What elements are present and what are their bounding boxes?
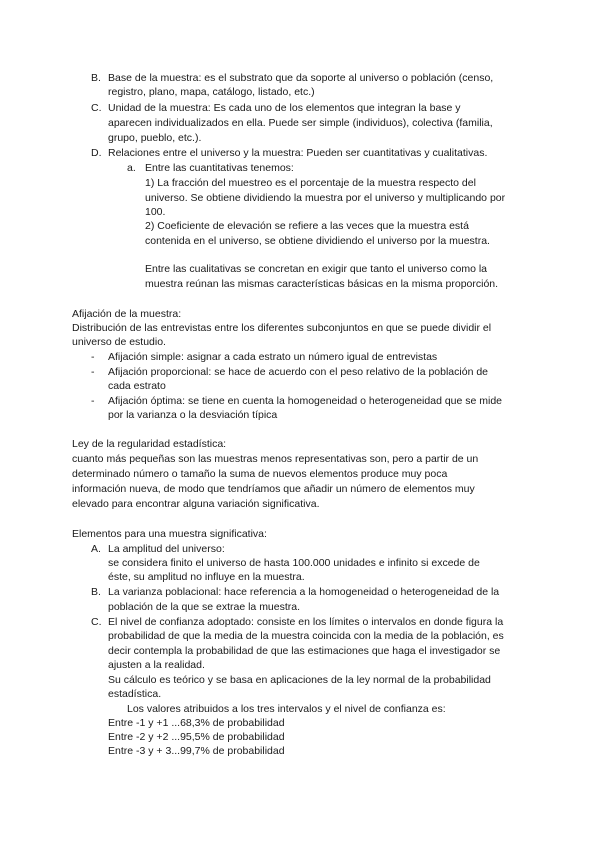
interval-1: Entre -1 y +1 ...68,3% de probabilidad [108, 717, 285, 729]
fraccion-line-2: universo. Se obtiene dividiendo la muestra por el universo y multiplicando por [145, 192, 506, 204]
list-marker-b: B. [91, 586, 101, 598]
amplitud-line-1: La amplitud del universo: [108, 543, 225, 555]
confianza-line-2: probabilidad de que la media de la muestra coincida con la media de la población, es [108, 630, 504, 642]
list-marker-a: A. [91, 543, 101, 555]
confianza-line-3: decir contempla la probabilidad de que las estimaciones que haga el investigador se [108, 645, 501, 657]
afijacion-optima-line-2: por la varianza o la desviación típica [108, 409, 278, 421]
interval-3: Entre -3 y + 3...99,7% de probabilidad [108, 745, 285, 757]
amplitud-line-3: éste, su amplitud no influye en la muestra. [108, 571, 305, 583]
fraccion-line-1: 1) La fracción del muestreo es el porcentaje de la muestra respecto del [145, 177, 476, 189]
dash-marker: - [91, 395, 95, 407]
confianza-line-5: Su cálculo es teórico y se basa en aplicaciones de la ley normal de la probabilidad [108, 674, 491, 686]
ley-line-3: información nueva, de modo que tendríamos que añadir un número de elementos muy [72, 483, 475, 495]
ley-title: Ley de la regularidad estadística: [72, 438, 227, 450]
afijacion-simple-line-1: Afijación simple: asignar a cada estrato un número igual de entrevistas [108, 351, 438, 363]
afijacion-line-2: universo de estudio. [72, 336, 166, 348]
list-marker-c: C. [91, 102, 102, 114]
coeficiente-line-2: contenida en el universo, se obtiene dividiendo el universo por la muestra. [145, 235, 490, 247]
ley-line-2: determinado número o tamaño la suma de nuevos elementos produce muy poca [72, 468, 448, 480]
base-muestra-line-2: registro, plano, mapa, catálogo, listado, etc.) [108, 86, 315, 98]
base-muestra-line-1: Base de la muestra: es el substrato que da soporte al universo o población (censo, [108, 72, 494, 84]
cualitativas-line-2: muestra reúnan las mismas características básicas en la misma proporción. [145, 278, 499, 290]
list-marker-d: D. [91, 147, 102, 159]
ley-line-4: elevado para encontrar alguna variación significativa. [72, 498, 320, 510]
afijacion-title: Afijación de la muestra: [72, 308, 182, 320]
confianza-line-4: ajusten a la realidad. [108, 659, 205, 671]
list-marker-b: B. [91, 72, 101, 84]
unidad-muestra-line-2: aparecen individualizados en ella. Puede ser simple (individuos), colectiva (familia, [108, 117, 493, 129]
varianza-line-1: La varianza poblacional: hace referencia a la homogeneidad o heterogeneidad de la [108, 586, 500, 598]
dash-marker: - [91, 366, 95, 378]
unidad-muestra-line-1: Unidad de la muestra: Es cada uno de los elementos que integran la base y [108, 102, 461, 114]
dash-marker: - [91, 351, 95, 363]
amplitud-line-2: se considera finito el universo de hasta 100.000 unidades e infinito si excede de [108, 557, 480, 569]
afijacion-optima-line-1: Afijación óptima: se tiene en cuenta la homogeneidad o heterogeneidad que se mide [108, 395, 503, 407]
varianza-line-2: población de la que se extrae la muestra. [108, 601, 301, 613]
confianza-line-1: El nivel de confianza adoptado: consiste en los límites o intervalos en donde figura la [108, 616, 504, 628]
relaciones-line-1: Relaciones entre el universo y la muestra: Pueden ser cuantitativas y cualitativas. [108, 147, 488, 159]
cualitativas-line-1: Entre las cualitativas se concretan en exigir que tanto el universo como la [145, 263, 488, 275]
interval-2: Entre -2 y +2 ...95,5% de probabilidad [108, 731, 285, 743]
fraccion-line-3: 100. [145, 206, 166, 218]
afijacion-proporcional-line-2: cada estrato [108, 380, 166, 392]
sublist-marker-a: a. [127, 162, 136, 174]
ley-line-1: cuanto más pequeñas son las muestras menos representativas son, pero a partir de un [72, 453, 479, 465]
confianza-line-7: Los valores atribuidos a los tres intervalos y el nivel de confianza es: [127, 703, 446, 715]
coeficiente-line-1: 2) Coeficiente de elevación se refiere a las veces que la muestra está [145, 220, 469, 232]
confianza-line-6: estadística. [108, 688, 162, 700]
elementos-title: Elementos para una muestra significativa: [72, 528, 267, 540]
cuantitativas-intro: Entre las cuantitativas tenemos: [145, 162, 294, 174]
afijacion-line-1: Distribución de las entrevistas entre los diferentes subconjuntos en que se puede dividir el [72, 322, 492, 334]
list-marker-c: C. [91, 616, 102, 628]
afijacion-proporcional-line-1: Afijación proporcional: se hace de acuerdo con el peso relativo de la población de [108, 366, 488, 378]
unidad-muestra-line-3: grupo, pueblo, etc.). [108, 132, 202, 144]
